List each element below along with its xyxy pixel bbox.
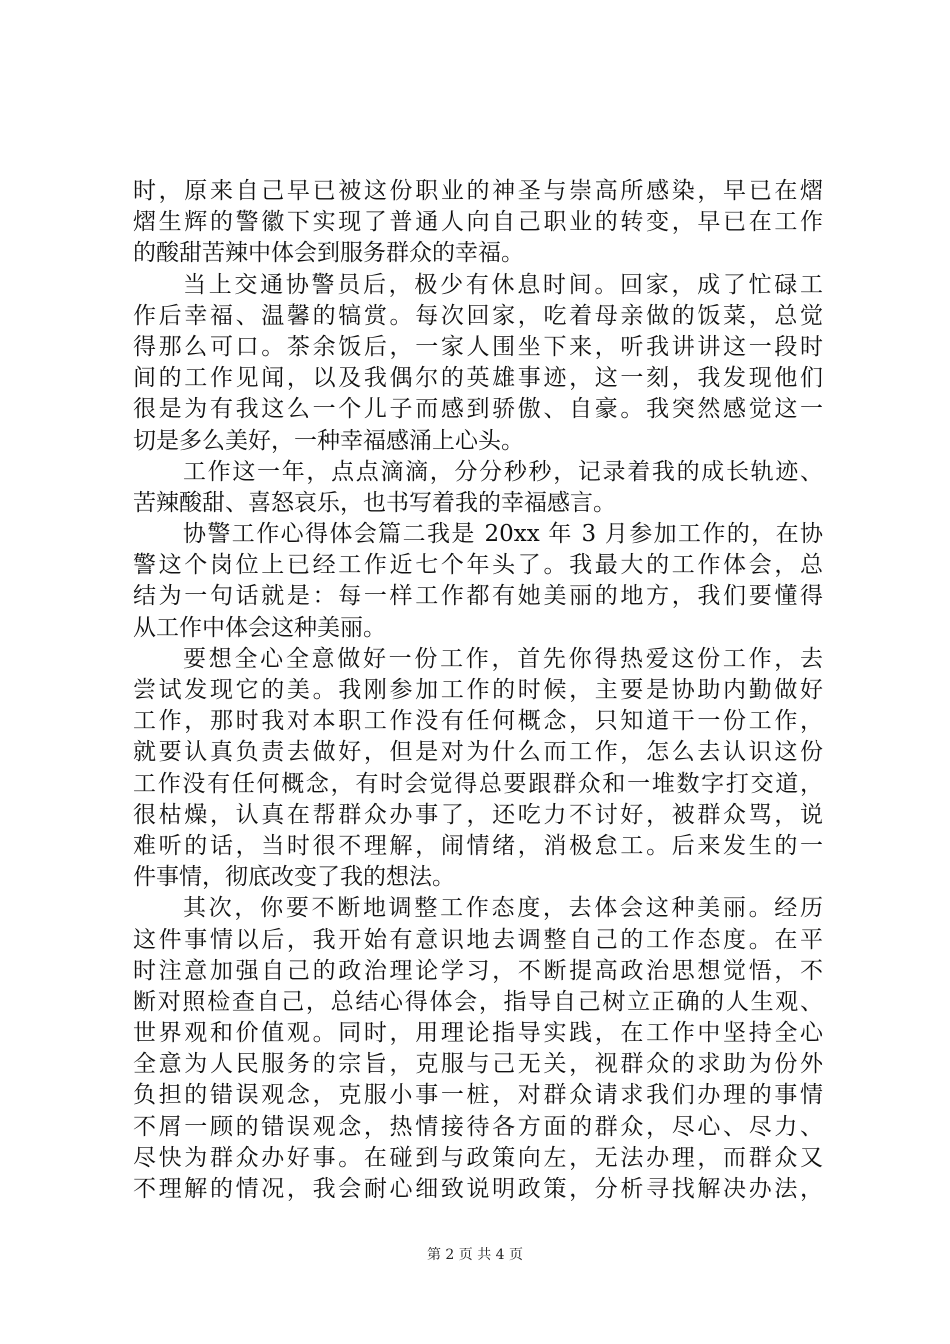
text-line: 工作这一年，点点滴滴，分分秒秒，记录着我的成长轨迹、	[183, 458, 823, 485]
text-line: 时注意加强自己的政治理论学习，不断提高政治思想觉悟，不	[133, 957, 823, 984]
text-line: 作后幸福、温馨的犒赏。每次回家，吃着母亲做的饭菜，总觉	[133, 302, 823, 329]
text-line: 很是为有我这么一个儿子而感到骄傲、自豪。我突然感觉这一	[133, 396, 823, 423]
text-line: 世界观和价值观。同时，用理论指导实践，在工作中坚持全心	[133, 1020, 823, 1047]
text-line: 的酸甜苦辣中体会到服务群众的幸福。	[133, 240, 524, 267]
text-line: 很枯燥，认真在帮群众办事了，还吃力不讨好，被群众骂，说	[133, 801, 823, 828]
text-line: 结为一句话就是：每一样工作都有她美丽的地方，我们要懂得	[133, 583, 823, 610]
text-line: 不屑一顾的错误观念，热情接待各方面的群众，尽心、尽力、	[133, 1113, 823, 1140]
text-line: 协警工作心得体会篇二我是 20xx 年 3 月参加工作的，在协	[183, 521, 823, 548]
text-line: 当上交通协警员后，极少有休息时间。回家，成了忙碌工	[183, 271, 823, 298]
text-line: 苦辣酸甜、喜怒哀乐，也书写着我的幸福感言。	[133, 489, 616, 516]
text-line: 不理解的情况，我会耐心细致说明政策，分析寻找解决办法，	[133, 1176, 823, 1202]
body-text	[133, 176, 823, 1205]
text-line: 难听的话，当时很不理解，闹情绪，消极怠工。后来发生的一	[133, 832, 823, 859]
page-footer: 第 2 页 共 4 页	[426, 1247, 524, 1263]
text-line: 要想全心全意做好一份工作，首先你得热爱这份工作，去	[183, 645, 823, 672]
text-line: 警这个岗位上已经工作近七个年头了。我最大的工作体会，总	[133, 552, 823, 579]
text-line: 时，原来自己早已被这份职业的神圣与崇高所感染，早已在熠	[133, 178, 823, 204]
text-line: 其次，你要不断地调整工作态度，去体会这种美丽。经历	[183, 895, 823, 922]
text-line: 断对照检查自己，总结心得体会，指导自己树立正确的人生观、	[133, 988, 823, 1015]
text-line: 切是多么美好，一种幸福感涌上心头。	[133, 427, 524, 454]
text-line: 得那么可口。茶余饭后，一家人围坐下来，听我讲讲这一段时	[133, 333, 823, 360]
text-line: 件事情，彻底改变了我的想法。	[133, 864, 455, 891]
text-line: 尽快为群众办好事。在碰到与政策向左，无法办理，而群众又	[133, 1144, 823, 1171]
text-line: 负担的错误观念，克服小事一桩，对群众请求我们办理的事情	[133, 1082, 823, 1109]
text-line: 就要认真负责去做好，但是对为什么而工作，怎么去认识这份	[133, 739, 823, 766]
text-line: 工作没有任何概念，有时会觉得总要跟群众和一堆数字打交道，	[133, 770, 823, 797]
text-line: 熠生辉的警徽下实现了普通人向自己职业的转变，早已在工作	[133, 209, 823, 236]
text-line: 全意为人民服务的宗旨，克服与己无关，视群众的求助为份外	[133, 1051, 823, 1078]
text-line: 间的工作见闻，以及我偶尔的英雄事迹，这一刻，我发现他们	[133, 365, 823, 392]
text-line: 这件事情以后，我开始有意识地去调整自己的工作态度。在平	[133, 926, 823, 953]
text-line: 尝试发现它的美。我刚参加工作的时候，主要是协助内勤做好	[133, 677, 823, 703]
text-line: 从工作中体会这种美丽。	[133, 614, 386, 641]
text-line: 工作，那时我对本职工作没有任何概念，只知道干一份工作，	[133, 708, 823, 735]
